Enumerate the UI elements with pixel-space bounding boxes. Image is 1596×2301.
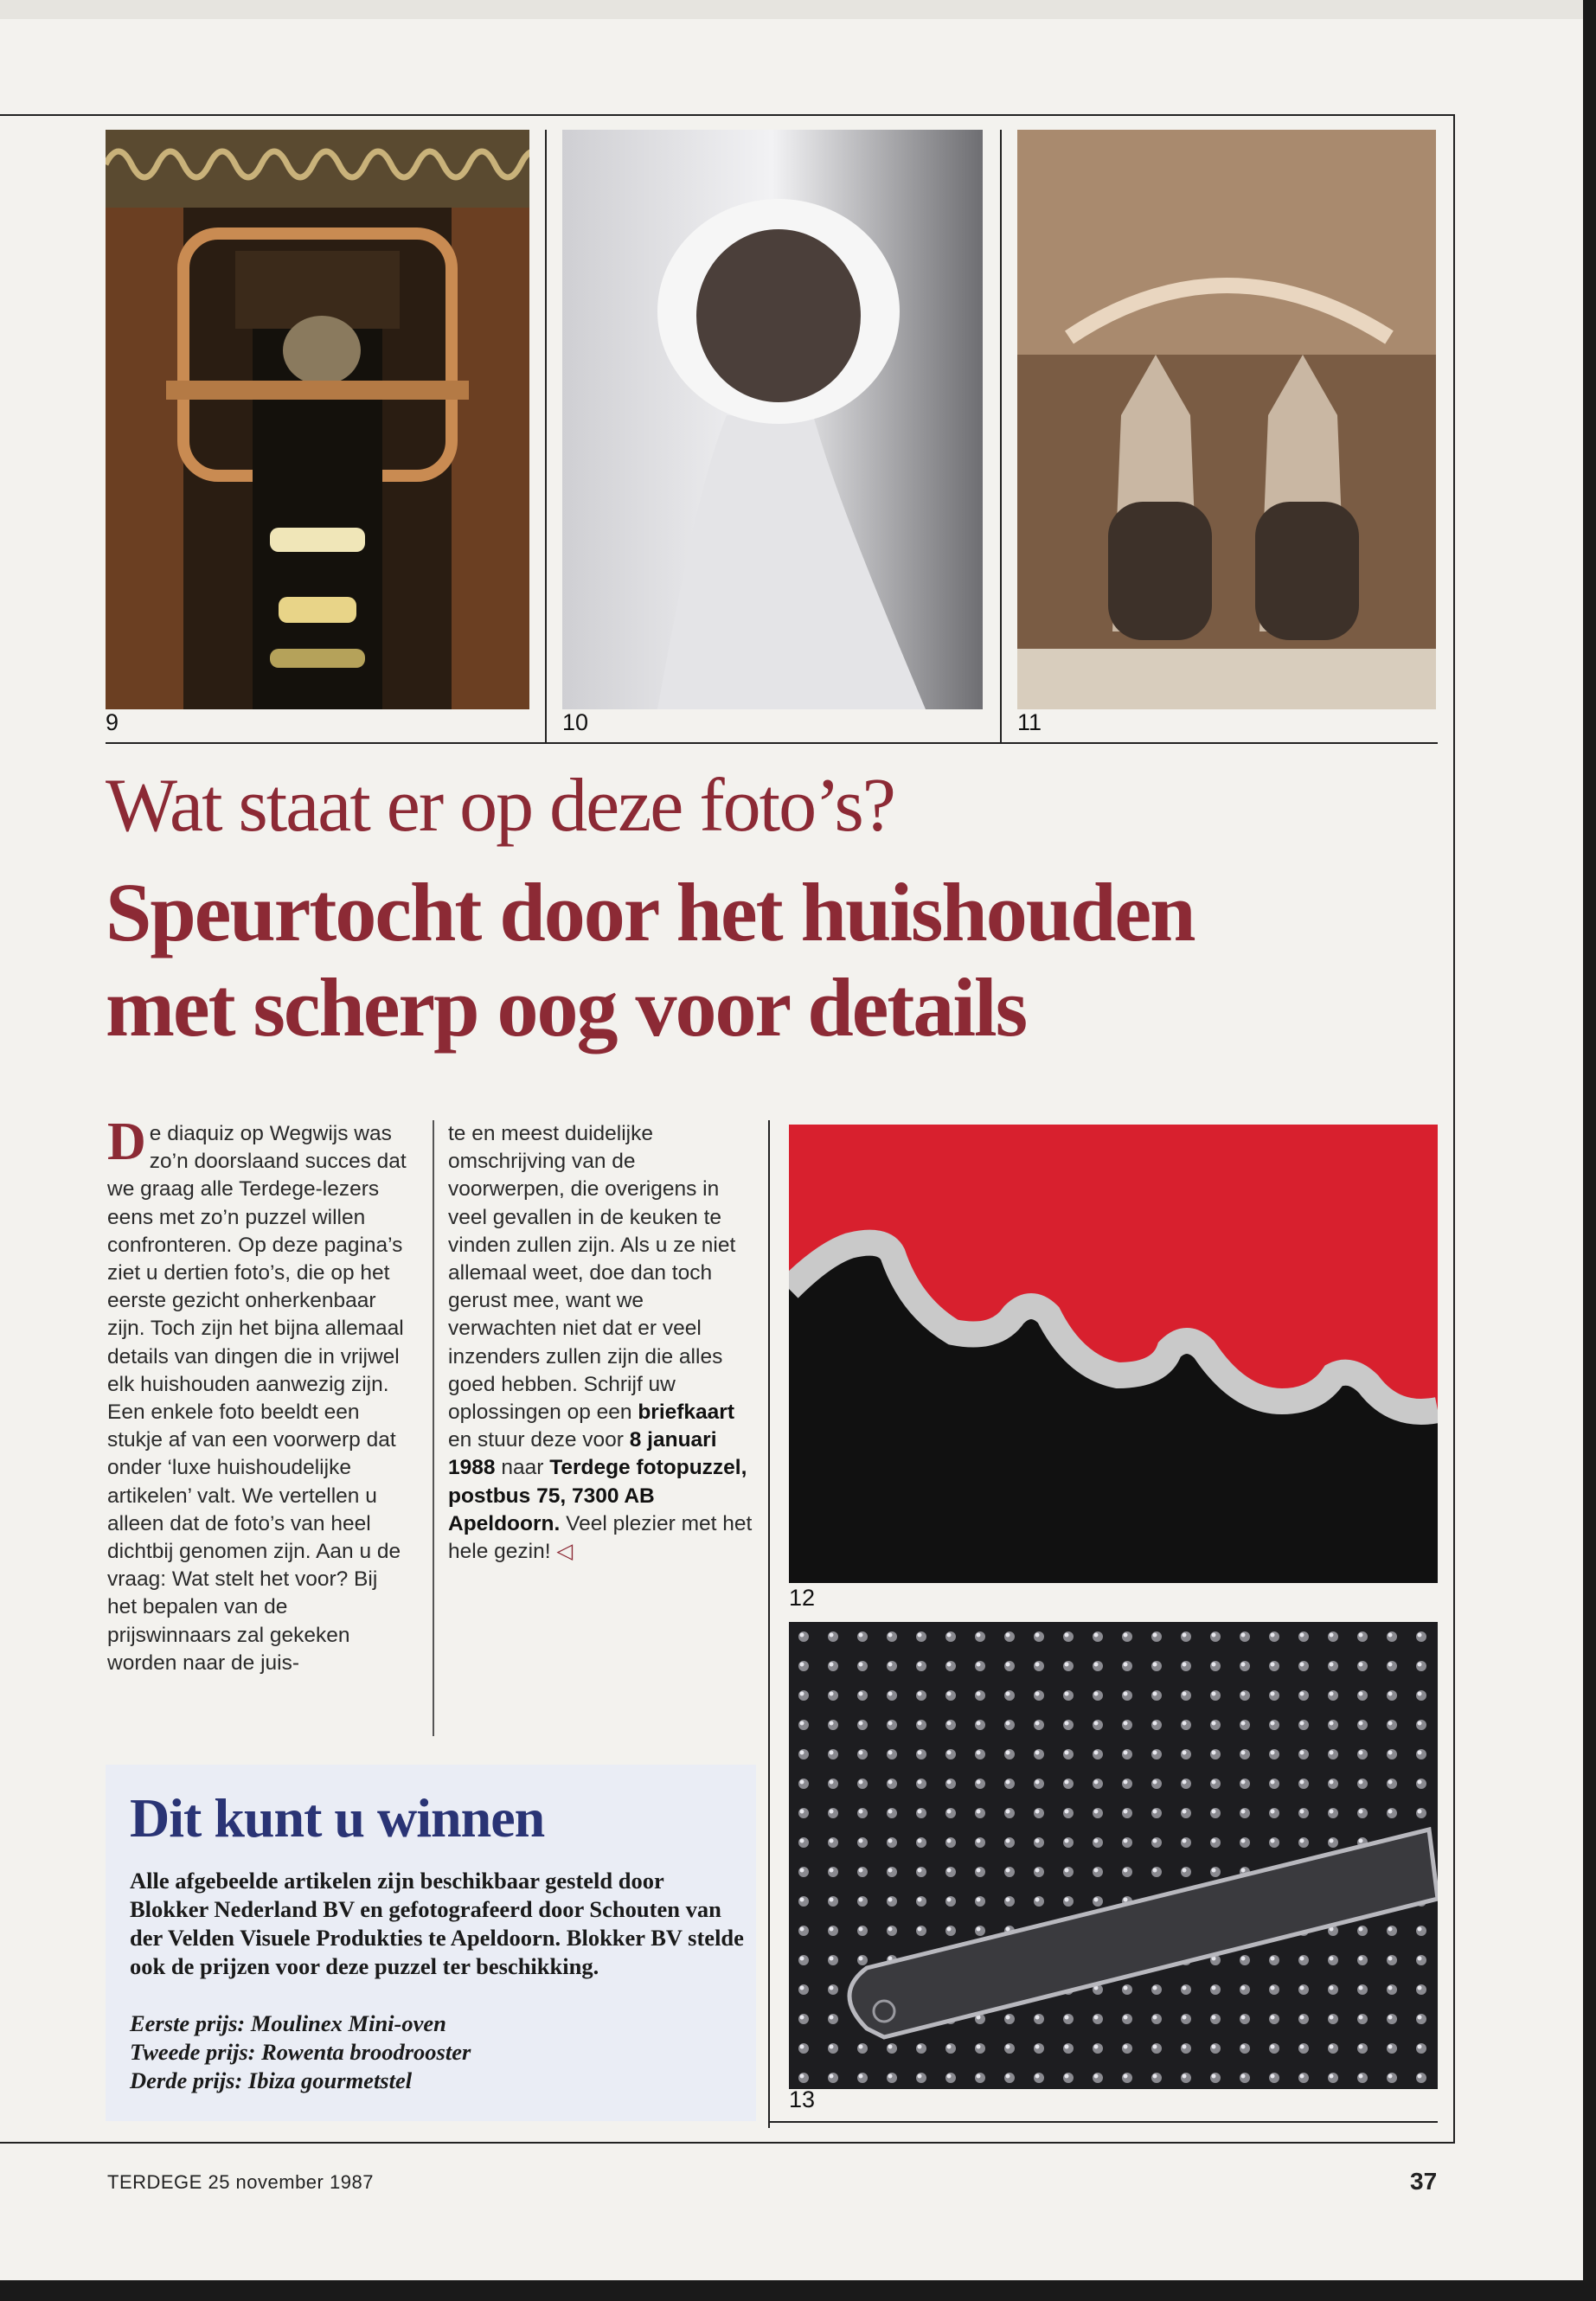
headline-line-2: met scherp oog voor details	[106, 961, 1027, 1054]
column-divider	[433, 1120, 434, 1736]
photo-11	[1017, 130, 1436, 709]
article-kicker: Wat staat er op deze foto’s?	[106, 764, 894, 848]
column-2-bold-address: Terdege fotopuzzel, postbus 75, 7300 AB Apeldoorn.	[448, 1456, 747, 1535]
scan-edge	[1585, 0, 1596, 2301]
column-2-text-d: Veel plezier met het hele gezin!	[448, 1511, 753, 1564]
column-1-text: e diaquiz op Wegwijs was zo’n doorslaand succes dat we graag alle Terdege-lezers eens met zo’n puzzel willen confronteren. Op deze pagina’s ziet u dertien foto’s, die op het eerste gezicht onherkenbaar zijn. Toch zijn het bijna allemaal details van dingen die in vrijwel elk huishouden aanwezig zijn. Een enkele foto beeldt een stukje af van een voorwerp dat onder ‘luxe huishoudelijke artikelen’ valt. We vertellen u alleen dat de foto’s van heel dichtbij genomen zijn. Aan u de vraag: Wat stelt het voor? Bij het bepalen van de prijswinnaars zal gekeken worden naar de juis-	[107, 1122, 407, 1675]
prize-box-title: Dit kunt u winnen	[130, 1787, 545, 1849]
photo-divider-1	[545, 130, 547, 744]
column-2-bold-briefkaart: briefkaart	[638, 1400, 734, 1425]
page-top-strip	[0, 0, 1583, 19]
photo-12	[789, 1125, 1438, 1583]
article-headline	[106, 865, 1455, 1055]
photo-11-number: 11	[1017, 709, 1042, 735]
prize-box	[106, 1765, 756, 2121]
column-2-text-c: naar	[501, 1456, 544, 1480]
photo-10-number: 10	[562, 709, 589, 735]
drop-cap: D	[107, 1112, 146, 1171]
end-mark-icon: ◁	[556, 1540, 574, 1564]
footer-publication: TERDEGE 25 november 1987	[107, 2171, 374, 2193]
right-photo-divider	[768, 1120, 770, 2128]
photo-row-rule	[106, 742, 1438, 744]
page-number: 37	[1410, 2168, 1438, 2195]
article-column-2	[448, 1120, 753, 1566]
prize-box-body: Alle afgebeelde artikelen zijn beschikbaar gesteld door Blokker Nederland BV en gefotografeerd door Schouten van der Velden Visuele Produkties te Apeldoorn. Blokker BV stelde ook de prijzen voor deze puzzel ter beschikking.	[130, 1868, 744, 1979]
photo-9	[106, 130, 529, 709]
column-2-text-a: te en meest duidelijke omschrijving van de voorwerpen, die overigens in veel gevallen in de keuken te vinden zullen zijn. Als u ze niet allemaal weet, doe dan toch gerust mee, want we verwachten niet dat er veel inzenders zullen zijn die alles goed hebben. Schrijf uw oplossingen op een	[448, 1122, 736, 1425]
photo-12-number: 12	[789, 1585, 816, 1611]
column-2-text-b: en stuur deze voor	[448, 1428, 624, 1452]
bottom-rule	[0, 2142, 1455, 2144]
prize-third: Derde prijs: Ibiza gourmetstel	[130, 2067, 413, 2093]
column-2-bold-date: 8 januari 1988	[448, 1428, 717, 1480]
photo-divider-2	[1000, 130, 1002, 744]
article-column-1	[107, 1112, 412, 1677]
top-rule	[0, 114, 1455, 116]
photo13-bottom-rule	[770, 2121, 1438, 2123]
photo-9-number: 9	[106, 709, 119, 735]
prize-first: Eerste prijs: Moulinex Mini-oven	[130, 2010, 446, 2036]
photo-13-number: 13	[789, 2086, 816, 2112]
right-frame-rule	[1453, 114, 1455, 2144]
photo-13	[789, 1622, 1438, 2089]
prize-second: Tweede prijs: Rowenta broodrooster	[130, 2039, 471, 2065]
headline-line-1: Speurtocht door het huishouden	[106, 866, 1195, 958]
photo-10	[562, 130, 983, 709]
